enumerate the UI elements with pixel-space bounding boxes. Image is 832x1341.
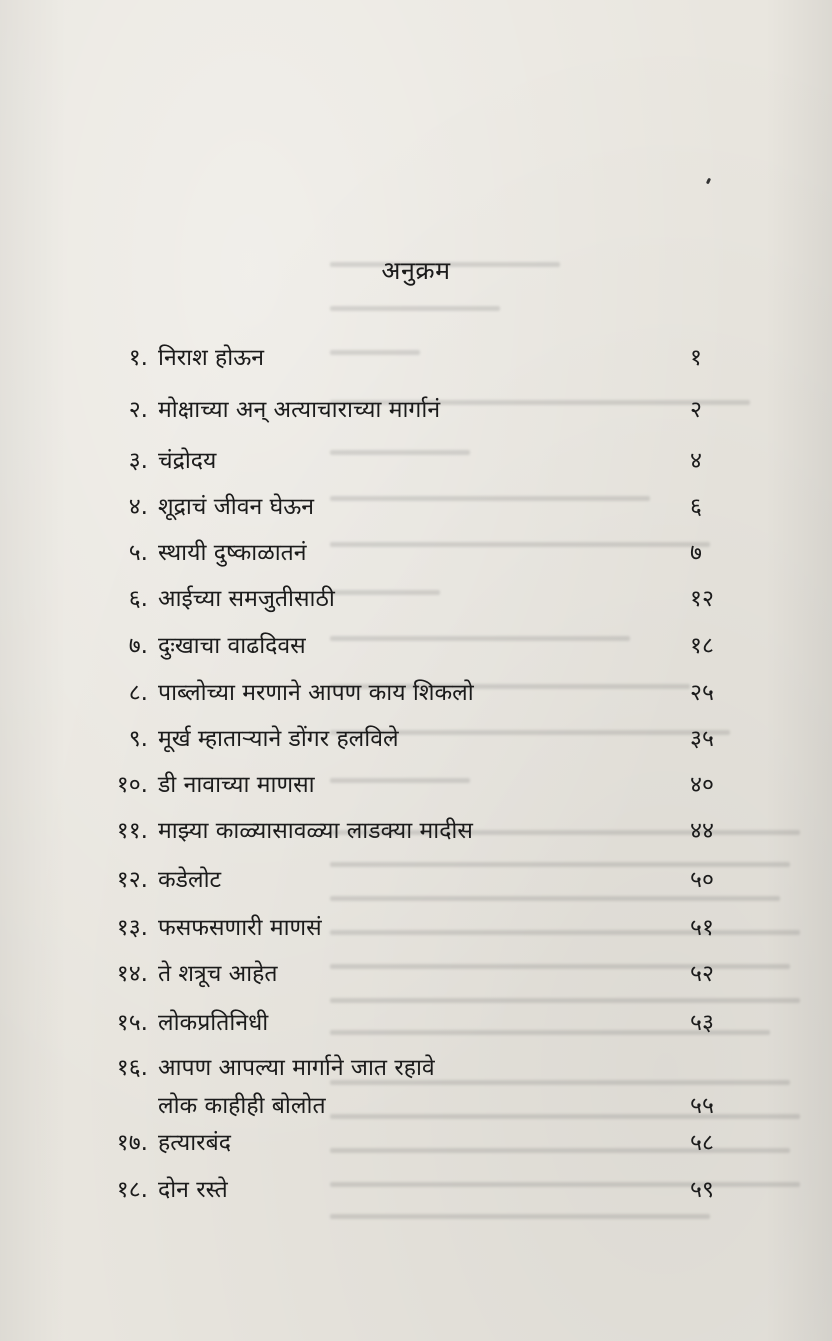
toc-entry-number: १३. [116,915,148,941]
toc-entry-number: १२. [116,867,148,893]
toc-entry-page: ४० [690,772,714,798]
toc-entry-title: मूर्ख म्हाताऱ्याने डोंगर हलविले [158,726,399,752]
toc-entry-title: माझ्या काळ्यासावळ्या लाडक्या मादीस [158,818,473,844]
toc-entry-number: ९. [128,726,148,752]
toc-entry-title: मोक्षाच्या अन् अत्याचाराच्या मार्गानं [158,397,441,423]
toc-entry-page: २ [690,397,702,423]
toc-entry-page: ३५ [690,726,714,752]
toc-entry-title: ते शत्रूच आहेत [158,961,278,987]
toc-entry [0,1125,832,1165]
toc-entry-title: चंद्रोदय [158,448,217,474]
toc-entry [0,489,832,529]
toc-entry-number: १६. [116,1055,148,1081]
toc-entry [0,862,832,902]
toc-entry-title-line2: लोक काहीही बोलोत [158,1093,326,1119]
toc-entry-number: १४. [116,961,148,987]
toc-entry-title: दुःखाचा वाढदिवस [158,633,306,659]
toc-entry [0,392,832,432]
toc-entry-page: ७ [690,540,702,566]
toc-entry-title: शूद्राचं जीवन घेऊन [158,494,315,520]
toc-entry-number: १०. [116,772,148,798]
toc-entry-number: ५. [128,540,148,566]
toc-entry-title: स्थायी दुष्काळातनं [158,540,307,566]
toc-entry-title: हत्यारबंद [158,1130,231,1156]
toc-entry-number: ११. [116,818,148,844]
toc-entry-page: २५ [690,680,714,706]
toc-entry-number: २. [128,397,148,423]
toc-entry [0,1050,832,1130]
toc-entry-number: १७. [116,1130,148,1156]
toc-entry-page: ५२ [690,961,714,987]
toc-entry [0,581,832,621]
toc-entry-page: ५० [690,867,714,893]
toc-entry-title: फसफसणारी माणसं [158,915,322,941]
toc-entry [0,535,832,575]
toc-entry [0,1172,832,1212]
toc-entry-title: पाब्लोच्या मरणाने आपण काय शिकलो [158,680,474,706]
toc-entry [0,767,832,807]
toc-entry-title: निराश होऊन [158,345,265,371]
toc-heading: अनुक्रम [381,256,451,285]
toc-entry-page: १२ [690,586,714,612]
toc-entry-number: ८. [128,680,148,706]
toc-entry-page: १ [690,345,702,371]
toc-entry-page: ६ [690,494,702,520]
toc-entry-title: डी नावाच्या माणसा [158,772,315,798]
toc-entry [0,1005,832,1045]
toc-entry-number: १८. [116,1177,148,1203]
toc-entry-page: ४ [690,448,702,474]
toc-entry-number: ६. [128,586,148,612]
toc-entry [0,956,832,996]
toc-entry-page: ५३ [690,1010,714,1036]
toc-entry-title: दोन रस्ते [158,1177,228,1203]
toc-entry-number: १. [128,345,148,371]
toc-entry [0,628,832,668]
toc-entry-number: ३. [128,448,148,474]
toc-entry [0,721,832,761]
toc-entry-number: ७. [128,633,148,659]
toc-entry-title: कडेलोट [158,867,222,893]
toc-entry-page: ५८ [690,1130,714,1156]
toc-entry [0,910,832,950]
toc-entry-page: ५९ [690,1177,714,1203]
toc-entry-title: लोकप्रतिनिधी [158,1010,269,1036]
toc-entry-title: आईच्या समजुतीसाठी [158,586,335,612]
toc-entry-page: १८ [690,633,714,659]
toc-entry-title: आपण आपल्या मार्गाने जात रहावे [158,1055,435,1081]
toc-entry-page: ५५ [690,1093,714,1119]
toc-entry [0,340,832,380]
toc-entry [0,443,832,483]
toc-entry-page: ४४ [690,818,714,844]
toc-entry [0,675,832,715]
toc-entry-number: १५. [116,1010,148,1036]
toc-entry [0,813,832,853]
toc-entry-number: ४. [128,494,148,520]
toc-entry-page: ५१ [690,915,714,941]
